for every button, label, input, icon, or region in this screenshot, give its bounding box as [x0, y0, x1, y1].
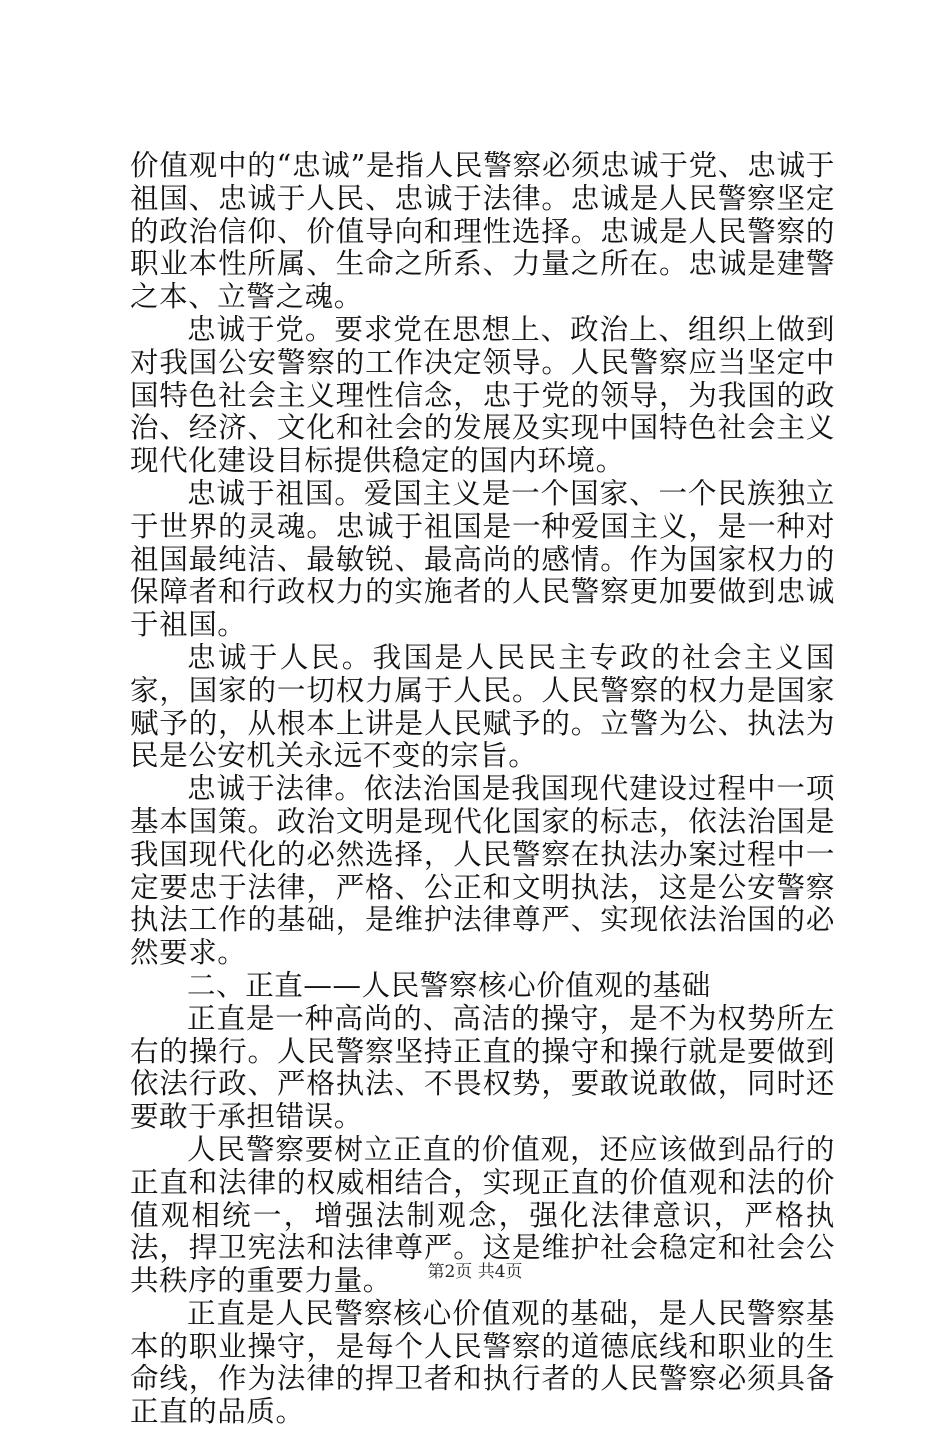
paragraph-loyal-to-law: 忠诚于法律。依法治国是我国现代建设过程中一项基本国策。政治文明是现代化国家的标志，依法治国是我国现代化的必然选择，人民警察在执法办案过程中一定要忠于法律，严格、公正和文明执法，这是公安警察执法工作的基础，是维护法律尊严、实现依法治国的必然要求。: [130, 772, 835, 970]
paragraph-integrity-definition: 正直是一种高尚的、高洁的操守，是不为权势所左右的操行。人民警察坚持正直的操守和操行就是要做到依法行政、严格执法、不畏权势，要敢说敢做，同时还要敢于承担错误。: [130, 1001, 835, 1134]
paragraph-integrity-foundation: 正直是人民警察核心价值观的基础，是人民警察基本的职业操守，是每个人民警察的道德底线和职业的生命线，作为法律的捍卫者和执行者的人民警察必须具备正直的品质。: [130, 1296, 835, 1429]
paragraph-loyal-to-party: 忠诚于党。要求党在思想上、政治上、组织上做到对我国公安警察的工作决定领导。人民警察应当坚定中国特色社会主义理性信念，忠于党的领导，为我国的政治、经济、文化和社会的发展及实现中国特色社会主义现代化建设目标提供稳定的国内环境。: [130, 312, 835, 478]
paragraph-integrity-values: 人民警察要树立正直的价值观，还应该做到品行的正直和法律的权威相结合，实现正直的价值观和法的价值观相统一，增强法制观念，强化法律意识，严格执法，捍卫宪法和法律尊严。这是维护社会稳定和社会公共秩序的重要力量。: [130, 1132, 835, 1298]
document-body: [130, 150, 835, 1429]
paragraph-loyal-to-country: 忠诚于祖国。爱国主义是一个国家、一个民族独立于世界的灵魂。忠诚于祖国是一种爱国主义，是一种对祖国最纯洁、最敏锐、最高尚的感情。作为国家权力的保障者和行政权力的实施者的人民警察更加要做到忠诚于祖国。: [130, 476, 835, 642]
page-number-footer: 第2页 共4页: [427, 1262, 523, 1282]
section-heading-integrity: 二、正直——人民警察核心价值观的基础: [187, 968, 711, 1002]
paragraph-loyalty-intro: 价值观中的“忠诚”是指人民警察必须忠诚于党、忠诚于祖国、忠诚于人民、忠诚于法律。忠诚是人民警察坚定的政治信仰、价值导向和理性选择。忠诚是人民警察的职业本性所属、生命之所系、力量之所在。忠诚是建警之本、立警之魂。: [130, 149, 835, 314]
paragraph-loyal-to-people: 忠诚于人民。我国是人民民主专政的社会主义国家，国家的一切权力属于人民。人民警察的权力是国家赋予的，从根本上讲是人民赋予的。立警为公、执法为民是公安机关永远不变的宗旨。: [130, 640, 835, 773]
